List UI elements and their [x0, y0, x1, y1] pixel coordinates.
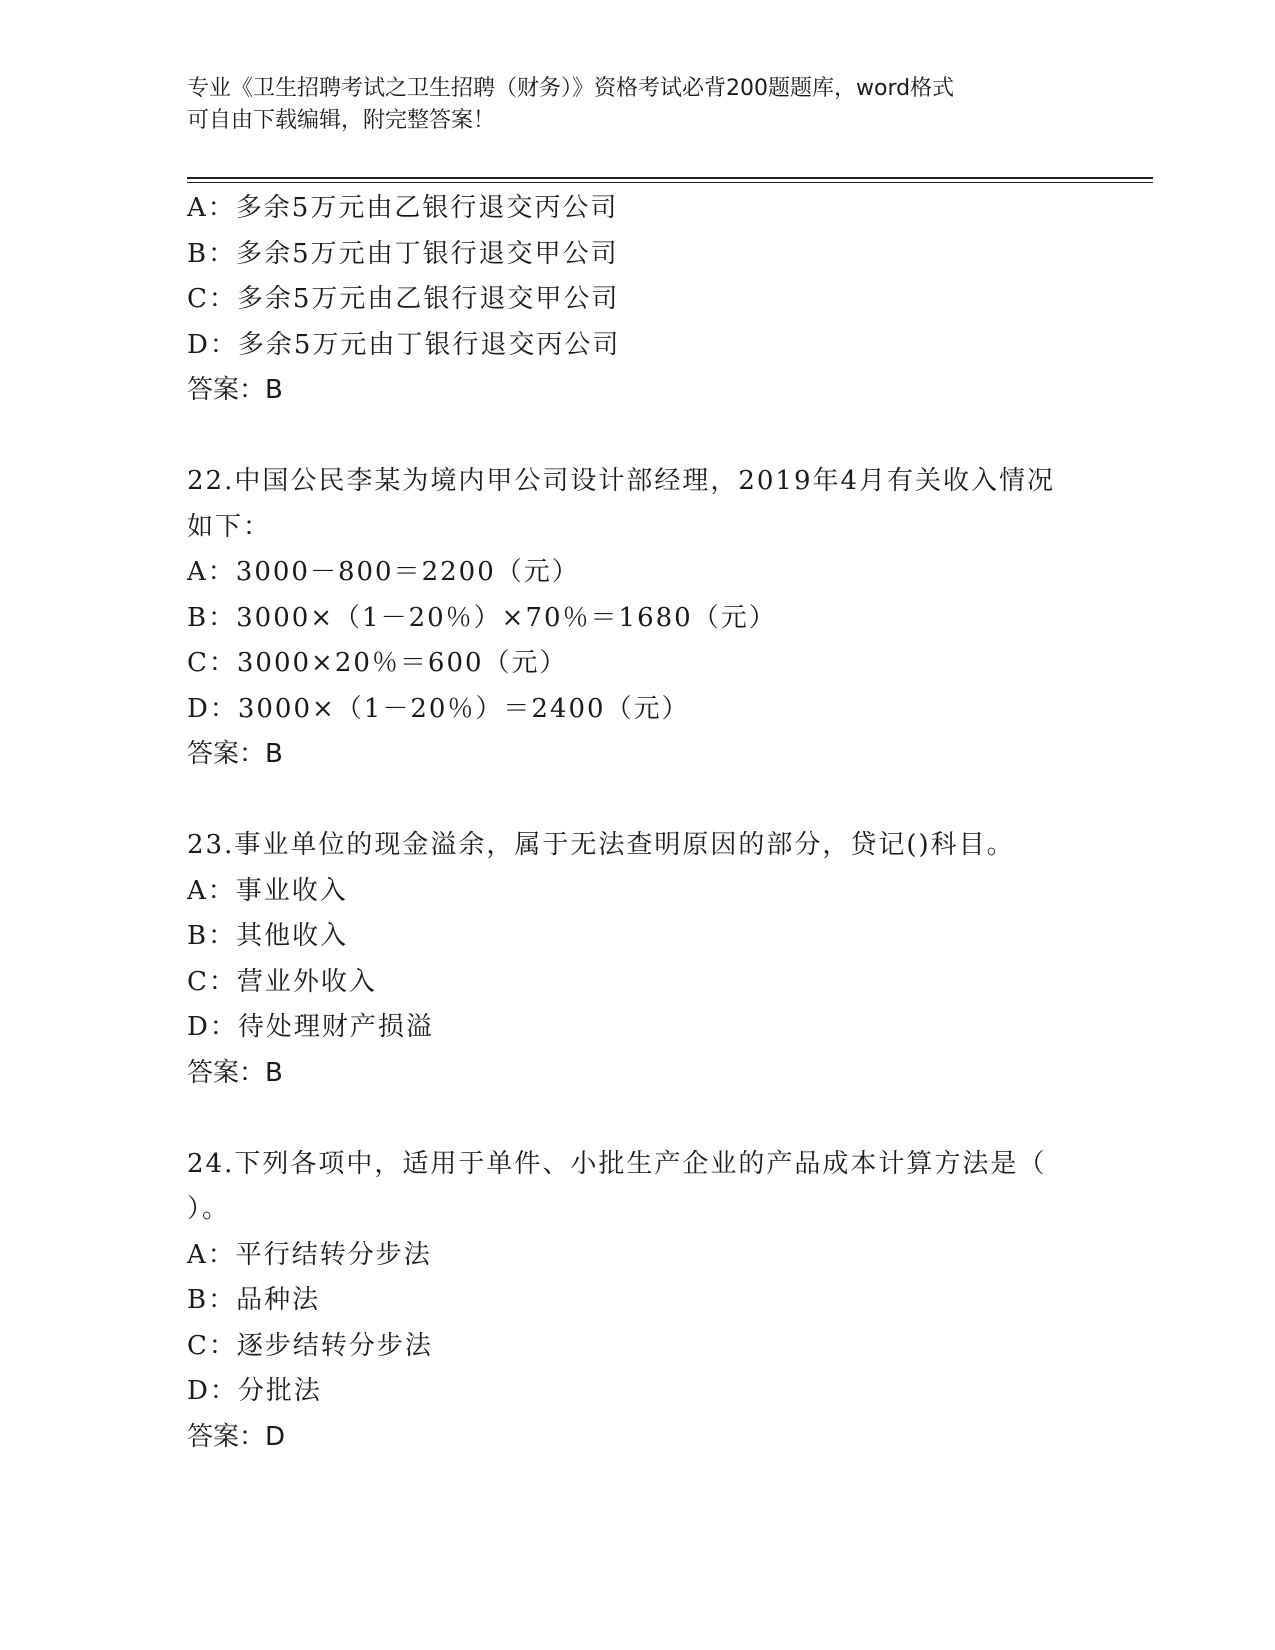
- question-list: [187, 186, 1087, 1460]
- document-header: [187, 73, 1087, 137]
- spacer: [187, 778, 1087, 824]
- option-c: C：3000×20％＝600（元）: [187, 648, 568, 678]
- question-23: [187, 823, 1087, 1096]
- question-stem: [187, 1142, 1087, 1233]
- question-24: [187, 1142, 1087, 1461]
- answer: 答案：B: [187, 1057, 283, 1088]
- question-stem: [187, 823, 1087, 869]
- option-c: C：营业外收入: [187, 966, 377, 997]
- option-a: A：事业收入: [187, 875, 348, 906]
- answer: 答案：B: [187, 375, 283, 405]
- option-d: D：待处理财产损溢: [187, 1012, 434, 1042]
- option-b: B：3000×（1－20％）×70％＝1680（元）: [187, 602, 777, 633]
- option-a: A：多余5万元由乙银行退交丙公司: [187, 193, 619, 223]
- answer: 答案：D: [187, 1421, 286, 1452]
- option-d: D：3000×（1－20％）＝2400（元）: [187, 693, 690, 724]
- option-a: A：3000－800＝2200（元）: [187, 557, 580, 587]
- header-title-line-1: 专业《卫生招聘考试之卫生招聘（财务）》资格考试必背200题题库，word格式: [187, 76, 955, 101]
- answer: 答案：B: [187, 739, 283, 769]
- header-divider-thick: [187, 177, 1153, 179]
- question-stem-line-2: ）。: [187, 1194, 231, 1224]
- option-c: C：逐步结转分步法: [187, 1330, 433, 1361]
- option-c: C：多余5万元由乙银行退交甲公司: [187, 284, 620, 314]
- spacer: [187, 414, 1087, 460]
- question-22: [187, 459, 1087, 778]
- option-a: A：平行结转分步法: [187, 1239, 432, 1270]
- spacer: [187, 1096, 1087, 1142]
- header-title-line-2: 可自由下载编辑，附完整答案！: [187, 108, 496, 133]
- option-d: D：多余5万元由丁银行退交丙公司: [187, 329, 621, 360]
- header-divider-thin: [187, 182, 1153, 183]
- option-b: B：品种法: [187, 1285, 321, 1315]
- question-stem-line-1: 24.下列各项中，适用于单件、小批生产企业的产品成本计算方法是（: [187, 1148, 1047, 1179]
- question-stem-line-2: 如下：: [187, 511, 272, 542]
- option-b: B：多余5万元由丁银行退交甲公司: [187, 238, 619, 269]
- question-stem-line-1: 23.事业单位的现金溢余，属于无法查明原因的部分，贷记()科目。: [187, 830, 1015, 860]
- question-stem-line-1: 22.中国公民李某为境内甲公司设计部经理，2019年4月有关收入情况: [187, 466, 1056, 496]
- option-b: B：其他收入: [187, 921, 349, 951]
- option-d: D：分批法: [187, 1376, 322, 1406]
- question-stem: [187, 459, 1087, 550]
- question-21: [187, 186, 1087, 414]
